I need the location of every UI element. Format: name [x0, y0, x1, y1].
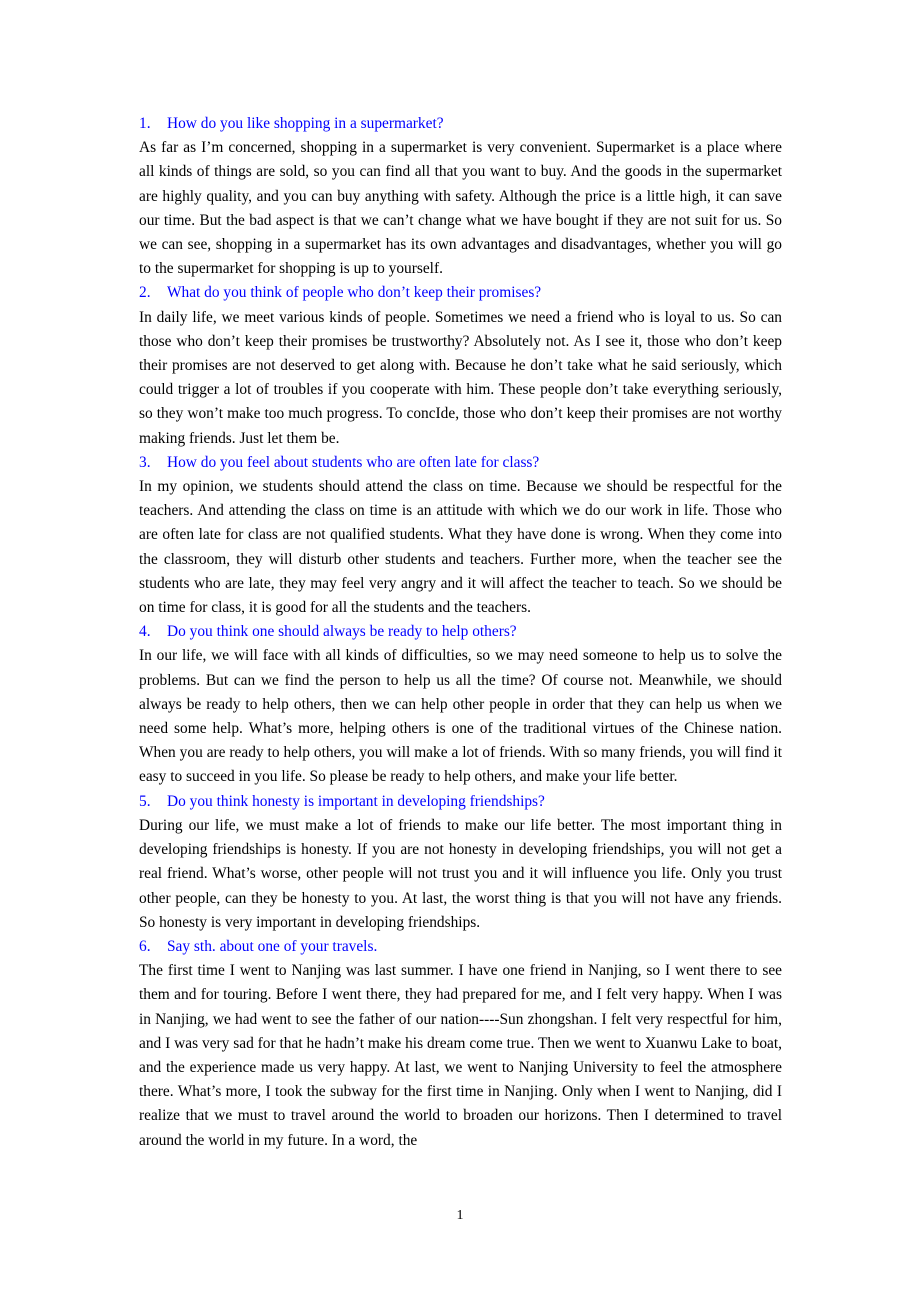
question-number: 2.: [139, 284, 151, 302]
answer-4: In our life, we will face with all kinds of difficulties, so we may need someone to help us to solve the problems. But can we find the person to help us all the time? Of course not. Meanwhile, we should always be ready to help others, then we can help other people in order that they can help us when we need some help. What’s more, helping others is one of the traditional virtues of the Chinese nation. When you are ready to help others, you will make a lot of friends. With so many friends, you will find it easy to succeed in you life. So please be ready to help others, and make your life better.: [139, 647, 782, 786]
question-4: [139, 620, 782, 644]
answer-5: During our life, we must make a lot of friends to make our life better. The most important thing in developing friendships is honesty. If you are not honesty in developing friendships, you will not get a real friend. What’s worse, other people will not trust you and it will influence you life. Only you trust other people, can they be honesty to you. At last, the worst thing is that you will not have any friends. So honesty is very important in developing friendships.: [139, 816, 782, 931]
question-text: Do you think one should always be ready to help others?: [167, 623, 517, 641]
question-number: 3.: [139, 453, 151, 471]
page-number: 1: [456, 1208, 464, 1223]
document-body: [139, 112, 782, 1153]
question-text: How do you like shopping in a supermarket?: [167, 115, 444, 132]
answer-6: The first time I went to Nanjing was last summer. I have one friend in Nanjing, so I went there to see them and for touring. Before I went there, they had prepared for me, and I felt very happy. When I was in Nanjing, we had went to see the father of our nation----Sun zhongshan. I felt very respectful for him, and I was very sad for that he hadn’t make his dream come true. Then we went to Xuanwu Lake to boat, and the experience made us very happy. At last, we went to Nanjing University to feel the atmosphere there. What’s more, I took the subway for the first time in Nanjing. Only when I went to Nanjing, did I realize that we must to travel around the world to broaden our horizons. Then I determined to travel around the world in my future. In a word, the: [139, 962, 782, 1149]
question-number: 5.: [139, 792, 151, 810]
question-1: [139, 112, 782, 136]
question-5: [139, 790, 782, 814]
question-number: 6.: [139, 937, 151, 955]
question-text: How do you feel about students who are often late for class?: [167, 453, 540, 471]
question-number: 1.: [139, 115, 151, 132]
answer-2: In daily life, we meet various kinds of people. Sometimes we need a friend who is loyal to us. So can those who don’t keep their promises be trustworthy? Absolutely not. As I see it, those who don’t keep their promises are not deserved to get along with. Because he don’t take what he said seriously, which could trigger a lot of troubles if you cooperate with him. These people don’t take everything seriously, so they won’t make too much progress. To concIde, those who don’t keep their promises are not worthy making friends. Just let them be.: [139, 308, 782, 447]
answer-1: As far as I’m concerned, shopping in a supermarket is very convenient. Supermarket is a place where all kinds of things are sold, so you can find all that you want to buy. And the goods in the supermarket are highly quality, and you can buy anything with safety. Although the price is a little high, it can save our time. But the bad aspect is that we can’t change what we have bought if they are not suit for us. So we can see, shopping in a supermarket has its own advantages and disadvantages, whether you will go to the supermarket for shopping is up to yourself.: [139, 139, 782, 278]
question-text: Do you think honesty is important in developing friendships?: [167, 792, 545, 810]
question-text: Say sth. about one of your travels.: [167, 937, 378, 955]
answer-3: In my opinion, we students should attend the class on time. Because we should be respectful for the teachers. And attending the class on time is an attitude with which we do our work in life. Those who are often late for class are not qualified students. What they have done is wrong. When they come into the classroom, they will disturb other students and teachers. Further more, when the teacher see the students who are late, they may feel very angry and it will affect the teacher to teach. So we should be on time for class, it is good for all the students and the teachers.: [139, 478, 782, 617]
question-6: [139, 935, 782, 959]
question-3: [139, 451, 782, 475]
question-text: What do you think of people who don’t keep their promises?: [167, 284, 542, 302]
question-2: [139, 281, 782, 305]
question-number: 4.: [139, 623, 151, 641]
